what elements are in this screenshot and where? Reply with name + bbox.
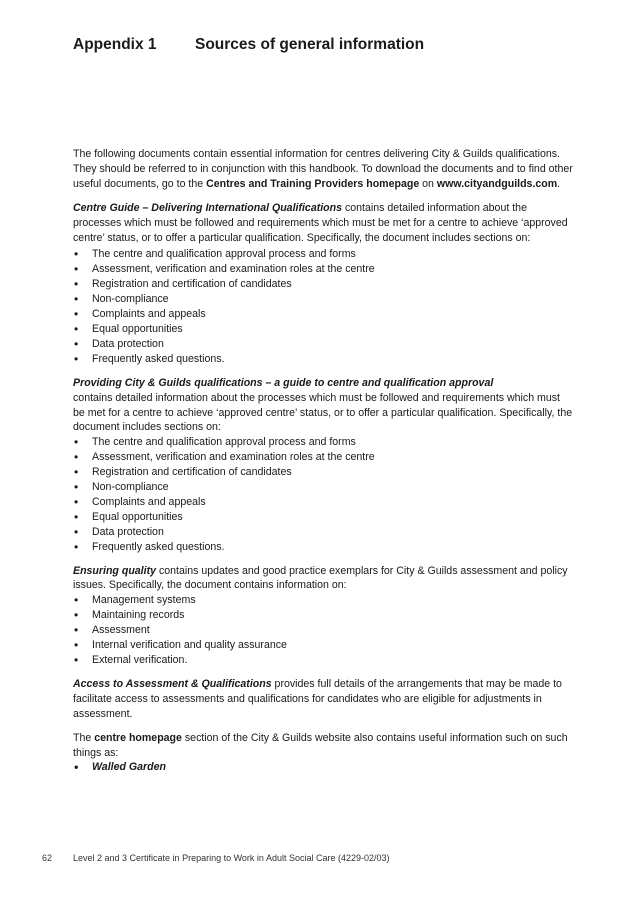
centre-guide-list bbox=[73, 247, 573, 366]
centre-guide-text: contains detailed information about the processes which must be followed and requirements which must be met for a centre to achieve ‘approved centre’ status, or to offer a particular qualification. Specifically, the document includes sections on: bbox=[73, 201, 568, 244]
centres-homepage-link[interactable]: Centres and Training Providers homepage bbox=[206, 177, 420, 190]
appendix-label: Appendix 1 bbox=[73, 36, 157, 53]
list-item: • Data protection bbox=[73, 525, 573, 540]
website-link[interactable]: www.cityandguilds.com bbox=[436, 177, 558, 190]
intro-text-2: on bbox=[419, 177, 437, 190]
intro-text-1: The following documents contain essential information for centres delivering City & Guilds qualifications. They should be referred to in conjunction with this handbook. To download the documents and to find other useful documents, go to the bbox=[73, 148, 573, 190]
list-item: • The centre and qualification approval process and forms bbox=[73, 247, 573, 262]
list-item: • Complaints and appeals bbox=[73, 307, 573, 322]
centre-guide-title: Centre Guide – Delivering International Qualifications bbox=[73, 201, 343, 214]
list-item: • Assessment, verification and examination roles at the centre bbox=[73, 262, 573, 277]
intro-text-3: . bbox=[557, 177, 561, 190]
list-item: • Non-compliance bbox=[73, 480, 573, 495]
access-title: Access to Assessment & Qualifications bbox=[73, 677, 272, 690]
ensuring-text: contains updates and good practice exemplars for City & Guilds assessment and policy issues. Specifically, the document contains information on: bbox=[73, 564, 568, 592]
list-item: • Frequently asked questions. bbox=[73, 540, 573, 555]
providing-list bbox=[73, 435, 573, 554]
ensuring-list bbox=[73, 593, 573, 668]
list-item: • Data protection bbox=[73, 337, 573, 352]
providing-paragraph bbox=[73, 376, 573, 436]
page-number: 62 bbox=[42, 853, 53, 863]
list-item: • Walled Garden bbox=[73, 760, 573, 775]
ensuring-paragraph bbox=[73, 564, 573, 594]
providing-text: contains detailed information about the processes which must be followed and requirements which must be met for a centre to achieve ‘approved centre’ status, or to offer a particular qualification. Specifically, the document includes sections on: bbox=[73, 391, 573, 434]
access-text: provides full details of the arrangements that may be made to facilitate access to assessments and qualifications for candidates who are eligible for adjustments in assessment. bbox=[73, 677, 562, 720]
homepage-text-1: The bbox=[73, 731, 95, 744]
page-footer bbox=[42, 853, 390, 863]
centre-homepage-link[interactable]: centre homepage bbox=[94, 731, 182, 744]
list-item: • Equal opportunities bbox=[73, 322, 573, 337]
homepage-paragraph bbox=[73, 731, 573, 761]
providing-title: Providing City & Guilds qualifications – a guide to centre and qualification approval bbox=[73, 376, 494, 389]
list-item: • Assessment, verification and examination roles at the centre bbox=[73, 450, 573, 465]
centre-guide-paragraph bbox=[73, 201, 573, 246]
homepage-text-2: section of the City & Guilds website also contains useful information such on such things as: bbox=[73, 731, 568, 759]
list-item: • Maintaining records bbox=[73, 608, 573, 623]
list-item: • Management systems bbox=[73, 593, 573, 608]
access-paragraph bbox=[73, 677, 573, 722]
list-item: • Internal verification and quality assurance bbox=[73, 638, 573, 653]
page-title: Sources of general information bbox=[195, 36, 425, 53]
document-body bbox=[73, 147, 573, 784]
list-item: • Frequently asked questions. bbox=[73, 352, 573, 367]
list-item: • Registration and certification of candidates bbox=[73, 465, 573, 480]
list-item: • Complaints and appeals bbox=[73, 495, 573, 510]
list-item: • Non-compliance bbox=[73, 292, 573, 307]
homepage-list bbox=[73, 760, 573, 775]
list-item: • External verification. bbox=[73, 653, 573, 668]
footer-text: Level 2 and 3 Certificate in Preparing to Work in Adult Social Care (4229-02/03) bbox=[73, 853, 390, 863]
list-item: • Equal opportunities bbox=[73, 510, 573, 525]
ensuring-title: Ensuring quality bbox=[73, 564, 156, 577]
list-item: • The centre and qualification approval process and forms bbox=[73, 435, 573, 450]
page-heading bbox=[73, 36, 424, 54]
list-item: • Registration and certification of candidates bbox=[73, 277, 573, 292]
intro-paragraph bbox=[73, 147, 573, 192]
list-item: • Assessment bbox=[73, 623, 573, 638]
